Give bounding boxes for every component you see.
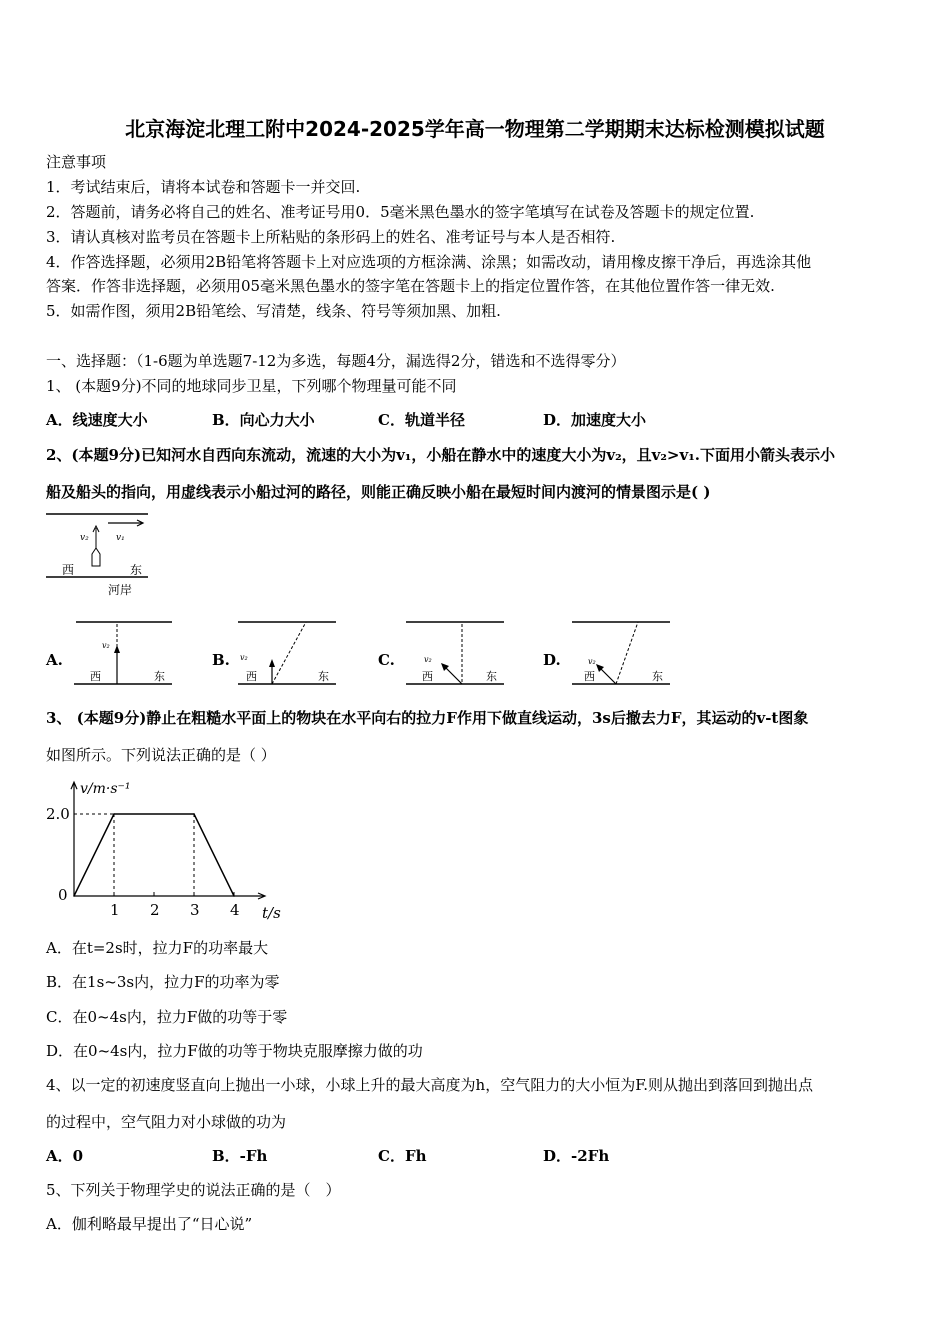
bank-label: 河岸 [108, 583, 133, 597]
east-label: 东 [130, 563, 143, 577]
svg-text:西: 西 [90, 670, 101, 683]
svg-text:东: 东 [486, 670, 497, 683]
vt-chart [44, 772, 304, 922]
q4-option-b: B．-Fh [212, 1147, 268, 1165]
notice-item: 4．作答选择题，必须用2B铅笔将答题卡上对应选项的方框涂满、涂黑；如需改动，请用橡皮擦干净后，再选涂其他 [46, 253, 812, 271]
vt-data-point [73, 895, 75, 897]
notice-item: 2．答题前，请务必将自己的姓名、准考证号用0．5毫米黑色墨水的签字笔填写在试卷及答题卡的规定位置. [46, 203, 755, 221]
notice-item: 1．考试结束后，请将本试卷和答题卡一并交回. [46, 178, 361, 196]
q2-option-d: D. [543, 651, 561, 669]
y-axis-label: v/m·s⁻¹ [80, 781, 131, 798]
q3-option-c: C．在0~4s内，拉力F做的功等于零 [46, 1008, 288, 1026]
q5-stem: 5、下列关于物理学史的说法正确的是（ ） [46, 1181, 341, 1199]
q2-figure-a [70, 618, 176, 690]
svg-text:v₂: v₂ [588, 657, 596, 666]
svg-text:东: 东 [318, 670, 329, 683]
svg-text:v₂: v₂ [424, 655, 432, 664]
x-tick-label: 3 [190, 901, 200, 919]
q2-option-c: C. [378, 651, 395, 669]
q4-option-a: A．0 [46, 1147, 84, 1165]
q2-option-b: B. [212, 651, 230, 669]
v1-label: v₁ [116, 533, 125, 543]
svg-text:东: 东 [154, 670, 165, 683]
notice-item: 答案．作答非选择题，必须用05毫米黑色墨水的签字笔在答题卡上的指定位置作答，在其他位置作答一律无效. [46, 277, 775, 295]
vt-data-point [193, 813, 195, 815]
vt-data-point [113, 813, 115, 815]
svg-text:西: 西 [584, 670, 595, 683]
q2-figure-b [234, 618, 340, 690]
q1-option-d: D．加速度大小 [543, 411, 647, 429]
x-tick-label: 2 [150, 901, 160, 919]
q1-option-b: B．向心力大小 [212, 411, 315, 429]
river-diagram [44, 510, 154, 600]
svg-text:v₂: v₂ [102, 641, 110, 650]
q3-option-a: A．在t=2s时，拉力F的功率最大 [46, 939, 269, 957]
q2-stem-line2: 船及船头的指向，用虚线表示小船过河的路径，则能正确反映小船在最短时间内渡河的情景图示是( ) [46, 483, 711, 501]
section-heading: 一、选择题：（1-6题为单选题7-12为多选，每题4分，漏选得2分，错选和不选得零分） [46, 352, 626, 370]
origin-label: 0 [58, 886, 68, 904]
q2-option-a: A. [46, 651, 63, 669]
q3-stem-line2: 如图所示。下列说法正确的是（ ） [46, 746, 276, 764]
notice-item: 3．请认真核对监考员在答题卡上所粘贴的条形码上的姓名、准考证号与本人是否相符. [46, 228, 616, 246]
q5-option-a: A．伽利略最早提出了“日心说” [46, 1215, 253, 1233]
svg-text:西: 西 [422, 670, 433, 683]
vt-data-point [233, 895, 235, 897]
q2-figure-d [568, 618, 674, 690]
q4-stem-line1: 4、以一定的初速度竖直向上抛出一小球，小球上升的最大高度为h，空气阻力的大小恒为F.则从抛出到落回到抛出点 [46, 1076, 814, 1094]
svg-text:西: 西 [246, 670, 257, 683]
q3-stem-line1: 3、 (本题9分)静止在粗糙水平面上的物块在水平向右的拉力F作用下做直线运动，3s后撤去力F，其运动的v-t图象 [46, 709, 809, 727]
notice-heading: 注意事项 [46, 153, 107, 171]
page-title: 北京海淀北理工附中2024-2025学年高一物理第二学期期末达标检测模拟试题 [125, 117, 825, 141]
q2-stem-line1: 2、(本题9分)已知河水自西向东流动，流速的大小为v₁，小船在静水中的速度大小为v₂，且v₂>v₁.下面用小箭头表示小 [46, 446, 836, 464]
q1-option-c: C．轨道半径 [378, 411, 465, 429]
y-tick-label: 2.0 [46, 805, 70, 823]
q4-option-d: D．-2Fh [543, 1147, 610, 1165]
q4-option-c: C．Fh [378, 1147, 427, 1165]
q4-stem-line2: 的过程中，空气阻力对小球做的功为 [46, 1113, 287, 1131]
v2-label: v₂ [80, 533, 89, 543]
x-tick-label: 1 [110, 901, 120, 919]
svg-text:东: 东 [652, 670, 663, 683]
q3-option-b: B．在1s~3s内，拉力F的功率为零 [46, 973, 280, 991]
x-tick-label: 4 [230, 901, 240, 919]
vt-series-line [74, 814, 234, 896]
west-label: 西 [62, 563, 75, 577]
notice-item: 5．如需作图，须用2B铅笔绘、写清楚，线条、符号等须加黑、加粗. [46, 302, 501, 320]
q1-stem: 1、 (本题9分)不同的地球同步卫星，下列哪个物理量可能不同 [46, 377, 457, 395]
q3-option-d: D．在0~4s内，拉力F做的功等于物块克服摩擦力做的功 [46, 1042, 423, 1060]
q1-option-a: A．线速度大小 [46, 411, 148, 429]
x-axis-label: t/s [262, 904, 281, 922]
q2-figure-c [402, 618, 508, 690]
svg-text:v₂: v₂ [240, 653, 248, 662]
